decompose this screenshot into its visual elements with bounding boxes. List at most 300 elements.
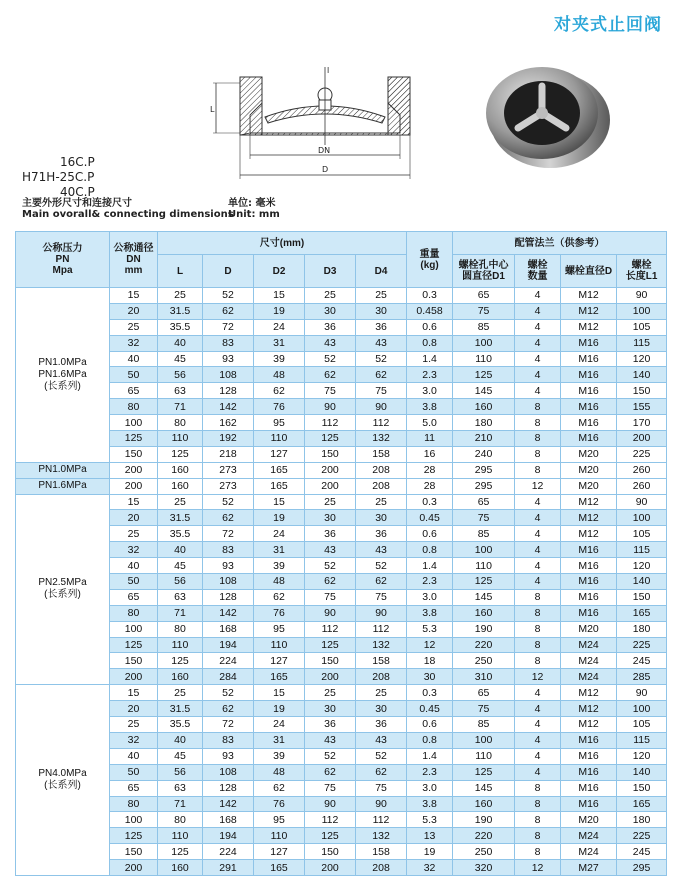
table-cell: 240 <box>453 446 515 462</box>
valve-product-photo <box>478 58 613 173</box>
table-cell: 65 <box>110 383 158 399</box>
table-cell: 140 <box>617 367 667 383</box>
table-cell: 165 <box>617 796 667 812</box>
table-cell: 30 <box>407 669 453 685</box>
table-cell: M16 <box>561 367 617 383</box>
table-cell: 40 <box>110 748 158 764</box>
table-cell: 150 <box>305 653 356 669</box>
table-cell: 250 <box>453 653 515 669</box>
table-cell: 32 <box>110 335 158 351</box>
table-cell: 260 <box>617 462 667 478</box>
table-cell: 112 <box>356 621 407 637</box>
table-cell: M20 <box>561 621 617 637</box>
table-cell: 200 <box>110 860 158 876</box>
table-cell: 4 <box>515 510 561 526</box>
table-cell: M20 <box>561 462 617 478</box>
table-cell: 245 <box>617 653 667 669</box>
table-cell: 39 <box>254 558 305 574</box>
table-cell: 225 <box>617 637 667 653</box>
table-cell: 63 <box>158 780 203 796</box>
table-cell: 8 <box>515 621 561 637</box>
header-text: mm <box>124 265 143 276</box>
table-row <box>16 431 667 447</box>
table-cell: 0.6 <box>407 526 453 542</box>
table-cell: 72 <box>203 526 254 542</box>
table-cell: 52 <box>305 748 356 764</box>
table-cell: 100 <box>453 542 515 558</box>
table-cell: 56 <box>158 764 203 780</box>
table-cell: 43 <box>356 542 407 558</box>
table-cell: 0.6 <box>407 319 453 335</box>
table-cell: 40 <box>158 335 203 351</box>
table-cell: 39 <box>254 351 305 367</box>
table-cell: 170 <box>617 415 667 431</box>
table-cell: 40 <box>158 732 203 748</box>
table-cell: 52 <box>203 685 254 701</box>
table-cell: 190 <box>453 621 515 637</box>
table-cell: 192 <box>203 431 254 447</box>
table-cell: 80 <box>158 812 203 828</box>
header-text: 数量 <box>527 271 548 282</box>
table-cell: 52 <box>305 558 356 574</box>
table-cell: 295 <box>453 478 515 494</box>
table-cell: 125 <box>158 844 203 860</box>
table-cell: 127 <box>254 446 305 462</box>
table-cell: 108 <box>203 764 254 780</box>
pressure-group-label <box>16 478 110 494</box>
header-col-bolt-length <box>617 255 667 288</box>
table-cell: 145 <box>453 780 515 796</box>
table-cell: 15 <box>254 494 305 510</box>
table-cell: 76 <box>254 796 305 812</box>
table-cell: 8 <box>515 446 561 462</box>
table-cell: 145 <box>453 383 515 399</box>
table-cell: 0.8 <box>407 542 453 558</box>
table-cell: 4 <box>515 574 561 590</box>
table-cell: 291 <box>203 860 254 876</box>
table-cell: 56 <box>158 574 203 590</box>
table-cell: 93 <box>203 748 254 764</box>
table-cell: 80 <box>110 399 158 415</box>
table-cell: 72 <box>203 717 254 733</box>
table-cell: 128 <box>203 589 254 605</box>
header-weight <box>407 232 453 288</box>
table-cell: 162 <box>203 415 254 431</box>
table-cell: 48 <box>254 574 305 590</box>
table-cell: 100 <box>110 812 158 828</box>
table-cell: 110 <box>254 431 305 447</box>
table-cell: 75 <box>356 780 407 796</box>
table-cell: 8 <box>515 431 561 447</box>
table-cell: 52 <box>305 351 356 367</box>
table-cell: 3.0 <box>407 589 453 605</box>
dimension-table <box>15 231 667 876</box>
table-cell: 180 <box>617 621 667 637</box>
pressure-group-line: (长系列) <box>44 780 81 792</box>
header-col-D3: D3 <box>305 255 356 288</box>
pressure-group-line: (长系列) <box>44 589 81 601</box>
table-cell: 128 <box>203 780 254 796</box>
table-cell: 127 <box>254 844 305 860</box>
table-cell: 65 <box>110 780 158 796</box>
table-cell: 110 <box>158 828 203 844</box>
table-cell: M16 <box>561 589 617 605</box>
table-cell: 62 <box>305 367 356 383</box>
table-cell: 4 <box>515 558 561 574</box>
page-title: 对夹式止回阀 <box>554 15 662 35</box>
table-cell: 62 <box>254 589 305 605</box>
table-cell: 75 <box>453 303 515 319</box>
table-cell: 80 <box>158 415 203 431</box>
table-cell: 43 <box>356 335 407 351</box>
table-cell: 100 <box>617 510 667 526</box>
table-cell: 50 <box>110 367 158 383</box>
table-cell: 24 <box>254 319 305 335</box>
table-cell: 0.3 <box>407 494 453 510</box>
table-cell: 140 <box>617 574 667 590</box>
table-cell: 100 <box>110 621 158 637</box>
table-cell: 43 <box>356 732 407 748</box>
table-cell: 4 <box>515 367 561 383</box>
table-cell: 1.4 <box>407 351 453 367</box>
table-cell: 30 <box>305 303 356 319</box>
table-cell: 25 <box>110 319 158 335</box>
table-cell: 110 <box>254 828 305 844</box>
table-row <box>16 303 667 319</box>
table-cell: 125 <box>158 653 203 669</box>
table-cell: 8 <box>515 812 561 828</box>
pressure-group-label <box>16 685 110 876</box>
table-cell: 31 <box>254 542 305 558</box>
table-cell: 83 <box>203 732 254 748</box>
table-cell: 85 <box>453 526 515 542</box>
table-row <box>16 748 667 764</box>
table-cell: 194 <box>203 637 254 653</box>
table-row <box>16 399 667 415</box>
header-text: 螺栓孔中心 <box>458 260 509 271</box>
table-row <box>16 796 667 812</box>
model-line-3: 40C.P <box>60 185 95 199</box>
table-cell: 43 <box>305 335 356 351</box>
table-cell: M12 <box>561 494 617 510</box>
table-cell: 80 <box>110 605 158 621</box>
valve-section-drawing <box>210 55 435 195</box>
table-cell: 30 <box>305 701 356 717</box>
table-cell: 90 <box>356 399 407 415</box>
table-cell: 150 <box>110 446 158 462</box>
table-cell: 52 <box>203 288 254 304</box>
table-cell: 3.8 <box>407 399 453 415</box>
table-cell: 5.0 <box>407 415 453 431</box>
header-text: 重量 <box>419 248 440 260</box>
table-cell: 15 <box>110 494 158 510</box>
table-cell: 220 <box>453 828 515 844</box>
table-cell: 125 <box>110 637 158 653</box>
table-cell: 36 <box>305 319 356 335</box>
table-cell: 35.5 <box>158 717 203 733</box>
table-cell: 200 <box>617 431 667 447</box>
table-row <box>16 844 667 860</box>
model-line-2: H71H-25C.P <box>22 170 95 184</box>
table-cell: 62 <box>203 303 254 319</box>
unit-cn: 单位: 毫米 <box>228 198 276 209</box>
table-cell: 225 <box>617 828 667 844</box>
table-cell: 158 <box>356 844 407 860</box>
table-cell: M16 <box>561 732 617 748</box>
table-cell: 65 <box>453 494 515 510</box>
table-cell: 8 <box>515 589 561 605</box>
table-cell: 75 <box>356 383 407 399</box>
pressure-group-label <box>16 462 110 478</box>
header-text: PN <box>55 254 70 265</box>
dim-L-label: L <box>210 105 215 114</box>
table-cell: 160 <box>158 860 203 876</box>
table-cell: 4 <box>515 685 561 701</box>
table-cell: M12 <box>561 510 617 526</box>
table-cell: 75 <box>305 589 356 605</box>
table-row <box>16 383 667 399</box>
table-cell: M24 <box>561 828 617 844</box>
table-cell: 110 <box>453 558 515 574</box>
table-cell: 15 <box>110 288 158 304</box>
caption-cn: 主要外形尺寸和连接尺寸 <box>22 198 132 209</box>
table-cell: 3.0 <box>407 383 453 399</box>
table-cell: 13 <box>407 828 453 844</box>
table-cell: 32 <box>110 732 158 748</box>
table-cell: 125 <box>453 764 515 780</box>
table-row <box>16 462 667 478</box>
table-cell: 105 <box>617 319 667 335</box>
table-cell: 220 <box>453 637 515 653</box>
header-col-D4: D4 <box>356 255 407 288</box>
table-row <box>16 510 667 526</box>
table-cell: 210 <box>453 431 515 447</box>
table-cell: 145 <box>453 589 515 605</box>
table-cell: 132 <box>356 828 407 844</box>
table-cell: 0.45 <box>407 701 453 717</box>
table-cell: 120 <box>617 558 667 574</box>
table-cell: 31.5 <box>158 701 203 717</box>
table-cell: 108 <box>203 367 254 383</box>
table-cell: 75 <box>356 589 407 605</box>
table-cell: M16 <box>561 335 617 351</box>
table-cell: 142 <box>203 605 254 621</box>
table-cell: 140 <box>617 764 667 780</box>
table-cell: 75 <box>453 510 515 526</box>
table-cell: 8 <box>515 637 561 653</box>
table-cell: 160 <box>453 605 515 621</box>
table-cell: 125 <box>305 828 356 844</box>
pressure-group-line: PN1.0MPa <box>38 356 87 368</box>
table-cell: 2.3 <box>407 764 453 780</box>
table-cell: 52 <box>356 558 407 574</box>
table-cell: 168 <box>203 621 254 637</box>
table-cell: 224 <box>203 844 254 860</box>
table-cell: 200 <box>305 669 356 685</box>
table-cell: 4 <box>515 764 561 780</box>
table-cell: 90 <box>617 288 667 304</box>
pressure-group-line: PN2.5MPa <box>38 577 87 589</box>
header-text: DN <box>126 254 141 265</box>
table-cell: 112 <box>305 415 356 431</box>
table-row <box>16 637 667 653</box>
table-cell: 76 <box>254 399 305 415</box>
pressure-group-line: PN1.6MPa <box>38 480 87 492</box>
table-cell: 35.5 <box>158 319 203 335</box>
table-cell: 40 <box>110 558 158 574</box>
table-cell: 0.45 <box>407 510 453 526</box>
table-cell: 250 <box>453 844 515 860</box>
table-cell: 125 <box>158 446 203 462</box>
table-cell: 25 <box>356 685 407 701</box>
table-cell: 273 <box>203 478 254 494</box>
table-cell: 25 <box>305 685 356 701</box>
table-cell: 110 <box>453 351 515 367</box>
table-cell: 160 <box>158 669 203 685</box>
table-row <box>16 732 667 748</box>
header-text: 螺栓 <box>527 260 548 271</box>
table-cell: 160 <box>453 796 515 812</box>
table-cell: 142 <box>203 399 254 415</box>
table-cell: M16 <box>561 558 617 574</box>
header-col-D2: D2 <box>254 255 305 288</box>
table-row <box>16 335 667 351</box>
table-cell: 20 <box>110 510 158 526</box>
table-cell: 8 <box>515 796 561 812</box>
table-cell: 8 <box>515 653 561 669</box>
table-cell: M16 <box>561 542 617 558</box>
table-cell: 165 <box>254 462 305 478</box>
table-cell: 93 <box>203 351 254 367</box>
table-cell: M16 <box>561 796 617 812</box>
table-cell: 40 <box>110 351 158 367</box>
table-cell: 4 <box>515 717 561 733</box>
table-cell: 142 <box>203 796 254 812</box>
table-cell: 125 <box>305 431 356 447</box>
table-cell: 24 <box>254 526 305 542</box>
table-cell: 2.3 <box>407 367 453 383</box>
table-cell: 62 <box>254 383 305 399</box>
table-cell: M16 <box>561 605 617 621</box>
table-cell: 4 <box>515 494 561 510</box>
table-cell: M24 <box>561 669 617 685</box>
table-cell: 2.3 <box>407 574 453 590</box>
table-cell: 110 <box>158 431 203 447</box>
table-cell: 208 <box>356 860 407 876</box>
table-cell: 4 <box>515 701 561 717</box>
table-cell: 75 <box>305 780 356 796</box>
table-row <box>16 589 667 605</box>
table-cell: M16 <box>561 574 617 590</box>
table-cell: 48 <box>254 764 305 780</box>
header-col-L: L <box>158 255 203 288</box>
table-cell: 8 <box>515 844 561 860</box>
table-cell: 62 <box>356 367 407 383</box>
table-cell: 320 <box>453 860 515 876</box>
table-cell: 150 <box>617 589 667 605</box>
table-cell: 120 <box>617 351 667 367</box>
table-cell: 100 <box>617 701 667 717</box>
pressure-group-line: PN1.0MPa <box>38 464 87 476</box>
table-cell: 218 <box>203 446 254 462</box>
table-row <box>16 621 667 637</box>
table-row <box>16 526 667 542</box>
table-cell: 25 <box>356 494 407 510</box>
table-cell: M16 <box>561 415 617 431</box>
table-row <box>16 494 667 510</box>
table-cell: 90 <box>617 685 667 701</box>
table-cell: 85 <box>453 717 515 733</box>
table-cell: 62 <box>356 764 407 780</box>
table-cell: 25 <box>158 288 203 304</box>
table-cell: 50 <box>110 764 158 780</box>
table-cell: 95 <box>254 415 305 431</box>
header-size: 尺寸(mm) <box>158 232 407 255</box>
table-cell: 62 <box>203 510 254 526</box>
table-cell: M16 <box>561 764 617 780</box>
table-cell: M16 <box>561 351 617 367</box>
table-row <box>16 717 667 733</box>
pressure-group-label <box>16 494 110 685</box>
dimension-caption <box>22 198 234 220</box>
table-cell: 200 <box>305 860 356 876</box>
table-cell: 4 <box>515 319 561 335</box>
table-cell: 31.5 <box>158 510 203 526</box>
table-cell: M16 <box>561 431 617 447</box>
table-cell: M12 <box>561 319 617 335</box>
table-cell: 36 <box>356 717 407 733</box>
table-cell: M24 <box>561 637 617 653</box>
header-text: 螺栓 <box>631 260 652 271</box>
table-cell: 245 <box>617 844 667 860</box>
table-cell: 30 <box>356 510 407 526</box>
table-cell: 30 <box>356 701 407 717</box>
table-cell: M16 <box>561 383 617 399</box>
table-cell: 180 <box>617 812 667 828</box>
table-row <box>16 542 667 558</box>
table-cell: 80 <box>110 796 158 812</box>
table-cell: 155 <box>617 399 667 415</box>
table-cell: 25 <box>356 288 407 304</box>
table-row <box>16 764 667 780</box>
table-cell: 120 <box>617 748 667 764</box>
table-cell: 4 <box>515 383 561 399</box>
table-cell: 125 <box>453 574 515 590</box>
table-cell: 260 <box>617 478 667 494</box>
table-cell: 63 <box>158 589 203 605</box>
table-cell: 5.3 <box>407 812 453 828</box>
table-cell: 1.4 <box>407 748 453 764</box>
table-cell: 32 <box>407 860 453 876</box>
table-cell: 63 <box>158 383 203 399</box>
table-cell: 8 <box>515 399 561 415</box>
table-cell: 12 <box>407 637 453 653</box>
table-cell: 12 <box>515 478 561 494</box>
table-cell: 165 <box>254 669 305 685</box>
table-cell: 20 <box>110 701 158 717</box>
table-cell: 71 <box>158 605 203 621</box>
table-cell: 165 <box>254 860 305 876</box>
table-cell: 150 <box>110 653 158 669</box>
table-cell: 295 <box>617 860 667 876</box>
table-cell: 105 <box>617 717 667 733</box>
table-cell: 43 <box>305 732 356 748</box>
table-cell: 31 <box>254 732 305 748</box>
pressure-group-line: PN4.0MPa <box>38 768 87 780</box>
table-cell: 0.3 <box>407 288 453 304</box>
table-cell: M12 <box>561 303 617 319</box>
dim-DN-label: DN <box>318 146 331 155</box>
